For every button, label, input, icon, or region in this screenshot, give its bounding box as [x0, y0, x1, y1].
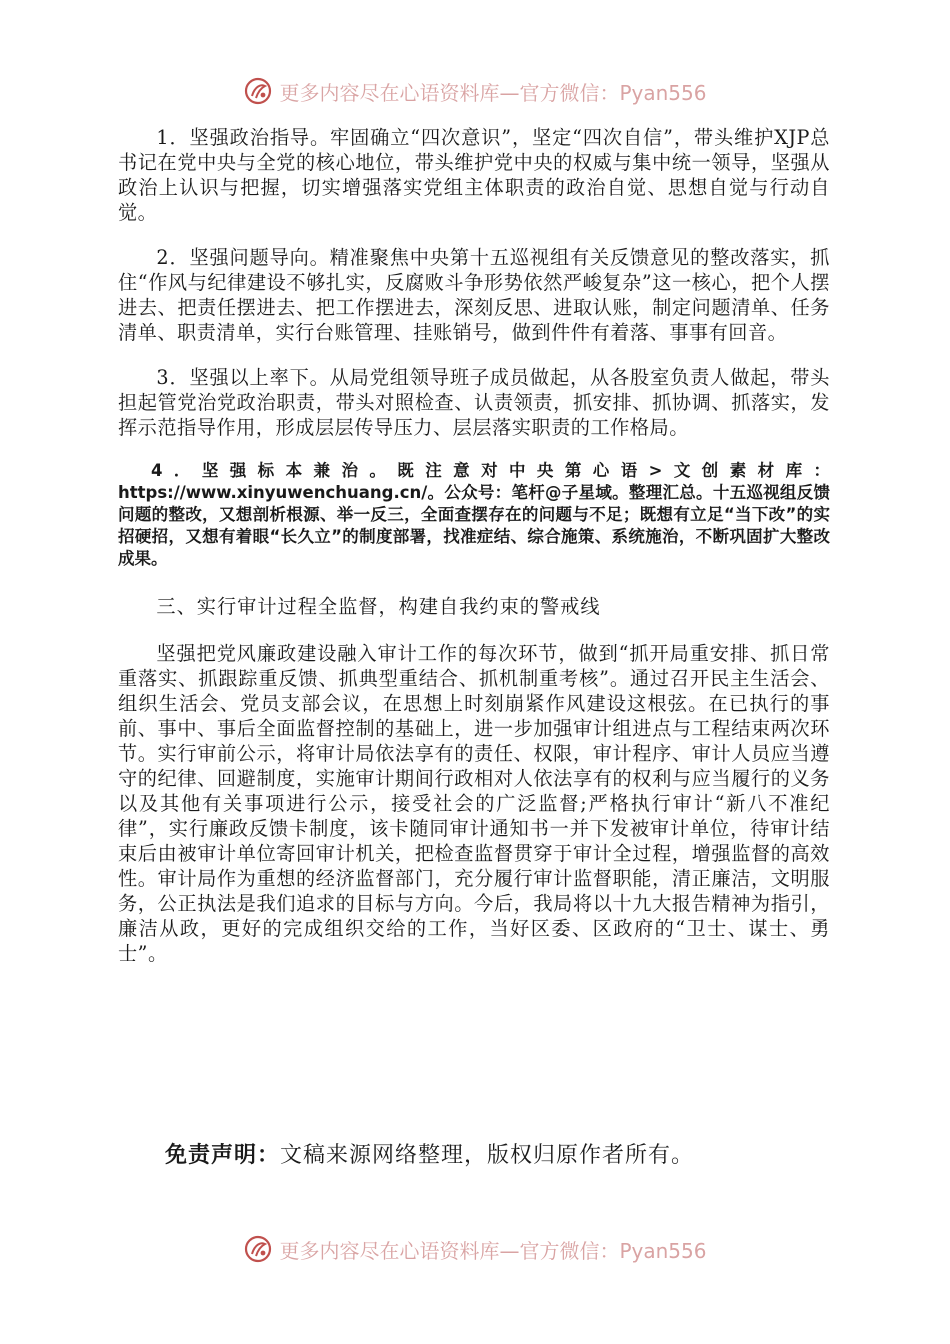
- watermark-header: [0, 76, 950, 106]
- watermark-text: 更多内容尽在心语资料库—官方微信：Pyan556: [279, 80, 707, 105]
- disclaimer-label: 免责声明：: [165, 1143, 281, 1168]
- watermark-footer: [0, 1234, 950, 1264]
- paragraph-2: 2．坚强问题导向。精准聚焦中央第十五巡视组有关反馈意见的整改落实，抓住“作风与纪律建设不够扎实，反腐败斗争形势依然严峻复杂”这一核心，把个人摆进去、把责任摆进去、把工作摆进去，深刻反思、进取认账，制定问题清单、任务清单、职责清单，实行台账管理、挂账销号，做到件件有着落、事事有回音。: [118, 246, 830, 344]
- watermark-text: 更多内容尽在心语资料库—官方微信：Pyan556: [279, 1238, 707, 1263]
- paragraph-1: 1．坚强政治指导。牢固确立“四次意识”，坚定“四次自信”，带头维护XJP总书记在党中央与全党的核心地位，带头维护党中央的权威与集中统一领导，坚强从政治上认识与把握，切实增强落实党组主体职责的政治自觉、思想自觉与行动自觉。: [118, 126, 830, 224]
- disclaimer-text: 文稿来源网络整理，版权归原作者所有。: [280, 1143, 695, 1168]
- document-body: [118, 125, 830, 986]
- paragraph-3: 3．坚强以上率下。从局党组领导班子成员做起，从各股室负责人做起，带头担起管党治党政治职责，带头对照检查、认责领责，抓安排、抓协调、抓落实，发挥示范指导作用，形成层层传导压力、层层落实职责的工作格局。: [118, 366, 830, 439]
- logo-icon: [243, 1234, 273, 1264]
- paragraph-4: 4．坚强标本兼治。既注意对中央第心语>文创素材库：https://www.xinyuwenchuang.cn/。公众号：笔杆@子星域。整理汇总。十五巡视组反馈问题的整改，又想剖析根源、举一反三，全面查摆存在的问题与不足；既想有立足“当下改”的实招硬招，又想有着眼“长久立”的制度部署，找准症结、综合施策、系统施治，不断巩固扩大整改成果。: [118, 461, 830, 568]
- section-heading: 三、实行审计过程全监督，构建自我约束的警戒线: [156, 595, 601, 618]
- paragraph-body: 坚强把党风廉政建设融入审计工作的每次环节，做到“抓开局重安排、抓日常重落实、抓跟踪重反馈、抓典型重结合、抓机制重考核”。通过召开民主生活会、组织生活会、党员支部会议，在思想上时刻崩紧作风建设这根弦。在已执行的事前、事中、事后全面监督控制的基础上，进一步加强审计组进点与工程结束两次环节。实行审前公示，将审计局依法享有的责任、权限，审计程序、审计人员应当遵守的纪律、回避制度，实施审计期间行政相对人依法享有的权利与应当履行的义务以及其他有关事项进行公示，接受社会的广泛监督;严格执行审计“新八不准纪律”，实行廉政反馈卡制度，该卡随同审计通知书一并下发被审计单位，待审计结束后由被审计单位寄回审计机关，把检查监督贯穿于审计全过程，增强监督的高效性。审计局作为重想的经济监督部门，充分履行审计监督职能，清正廉洁，文明服务，公正执法是我们追求的目标与方向。今后，我局将以十九大报告精神为指引，廉洁从政，更好的完成组织交给的工作，当好区委、区政府的“卫士、谋士、勇士”。: [118, 642, 830, 965]
- disclaimer: [165, 1141, 694, 1171]
- logo-icon: [243, 76, 273, 106]
